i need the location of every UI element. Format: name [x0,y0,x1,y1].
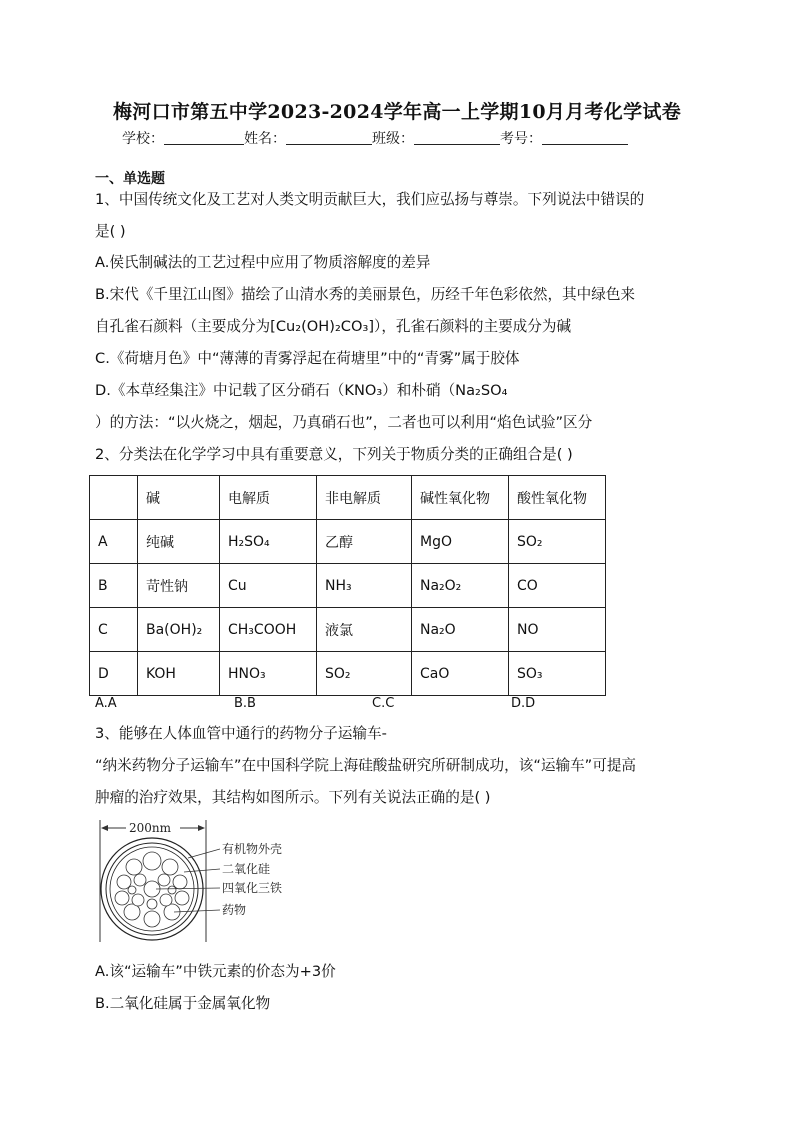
q1-stem-line2: 是( ) [95,223,126,240]
table-header-row [90,476,606,520]
q1-option-c: C.《荷塘月色》中“薄薄的青雾浮起在荷塘里”中的“青雾”属于胶体 [95,350,520,367]
page-title: 梅河口市第五中学2023-2024学年高一上学期10月月考化学试卷 [113,101,681,123]
table-cell: SO₂ [317,652,412,696]
table-cell: KOH [138,652,220,696]
student-info [122,128,628,148]
class-blank [414,130,500,145]
table-cell: CaO [412,652,509,696]
table-cell: 纯碱 [138,520,220,564]
q3-option-b: B.二氧化硅属于金属氧化物 [95,995,271,1012]
table-cell: CO [509,564,606,608]
name-blank [286,130,372,145]
table-row [90,652,606,696]
table-cell: SO₂ [509,520,606,564]
table-header-cell [90,476,138,520]
table-header-cell: 酸性氧化物 [509,476,606,520]
q1-option-b-line1: B.宋代《千里江山图》描绘了山清水秀的美丽景色，历经千年色彩依然，其中绿色来 [95,286,636,303]
school-label: 学校： [122,131,164,147]
number-label: 考号： [500,131,542,147]
q2-option-c: C.C [372,696,395,711]
table-cell: A [90,520,138,564]
table-header-cell: 非电解质 [317,476,412,520]
label-iron-oxide: 四氧化三铁 [222,881,283,895]
number-blank [542,130,628,145]
table-cell: MgO [412,520,509,564]
label-silicon-dioxide: 二氧化硅 [222,862,271,876]
q3-stem-line2: “纳米药物分子运输车”在中国科学院上海硅酸盐研究所研制成功，该“运输车”可提高 [95,757,637,774]
q2-option-d: D.D [511,696,536,711]
school-blank [164,130,244,145]
table-cell: C [90,608,138,652]
table-cell: HNO₃ [220,652,317,696]
table-cell: NO [509,608,606,652]
table-row [90,520,606,564]
label-organic-shell: 有机物外壳 [222,842,283,856]
nanocarrier-structure-figure [96,816,306,946]
class-label: 班级： [372,131,414,147]
table-cell: D [90,652,138,696]
table-cell: Cu [220,564,317,608]
table-cell: 液氯 [317,608,412,652]
name-label: 姓名： [244,131,286,147]
table-row [90,564,606,608]
classification-table [89,475,606,696]
label-drug: 药物 [222,903,247,917]
table-cell: H₂SO₄ [220,520,317,564]
q1-option-b-line2: 自孔雀石颜料（主要成分为[Cu₂(OH)₂CO₃]），孔雀石颜料的主要成分为碱 [95,318,572,335]
section-title: 一、单选题 [95,171,165,187]
q1-option-d-line1: D.《本草经集注》中记载了区分硝石（KNO₃）和朴硝（Na₂SO₄ [95,382,508,399]
q2-option-a: A.A [95,696,117,711]
table-cell: Na₂O [412,608,509,652]
q1-option-a: A.侯氏制碱法的工艺过程中应用了物质溶解度的差异 [95,254,431,271]
table-cell: NH₃ [317,564,412,608]
table-header-cell: 电解质 [220,476,317,520]
q3-stem-line1: 3、能够在人体血管中通行的药物分子运输车- [95,725,387,742]
table-cell: Ba(OH)₂ [138,608,220,652]
q3-stem-line3: 肿瘤的治疗效果，其结构如图所示。下列有关说法正确的是( ) [95,789,491,806]
table-cell: Na₂O₂ [412,564,509,608]
table-cell: SO₃ [509,652,606,696]
q2-option-b: B.B [234,696,256,711]
scale-label: 200nm [129,821,172,835]
q1-stem-line1: 1、中国传统文化及工艺对人类文明贡献巨大，我们应弘扬与尊崇。下列说法中错误的 [95,191,645,208]
q1-option-d-line2: ）的方法：“以火烧之，烟起，乃真硝石也”，二者也可以利用“焰色试验”区分 [95,414,593,431]
table-cell: CH₃COOH [220,608,317,652]
table-row [90,608,606,652]
q2-stem: 2、分类法在化学学习中具有重要意义，下列关于物质分类的正确组合是( ) [95,446,573,463]
table-cell: 苛性钠 [138,564,220,608]
table-header-cell: 碱性氧化物 [412,476,509,520]
table-cell: 乙醇 [317,520,412,564]
table-header-cell: 碱 [138,476,220,520]
table-cell: B [90,564,138,608]
q3-option-a: A.该“运输车”中铁元素的价态为+3价 [95,963,336,980]
